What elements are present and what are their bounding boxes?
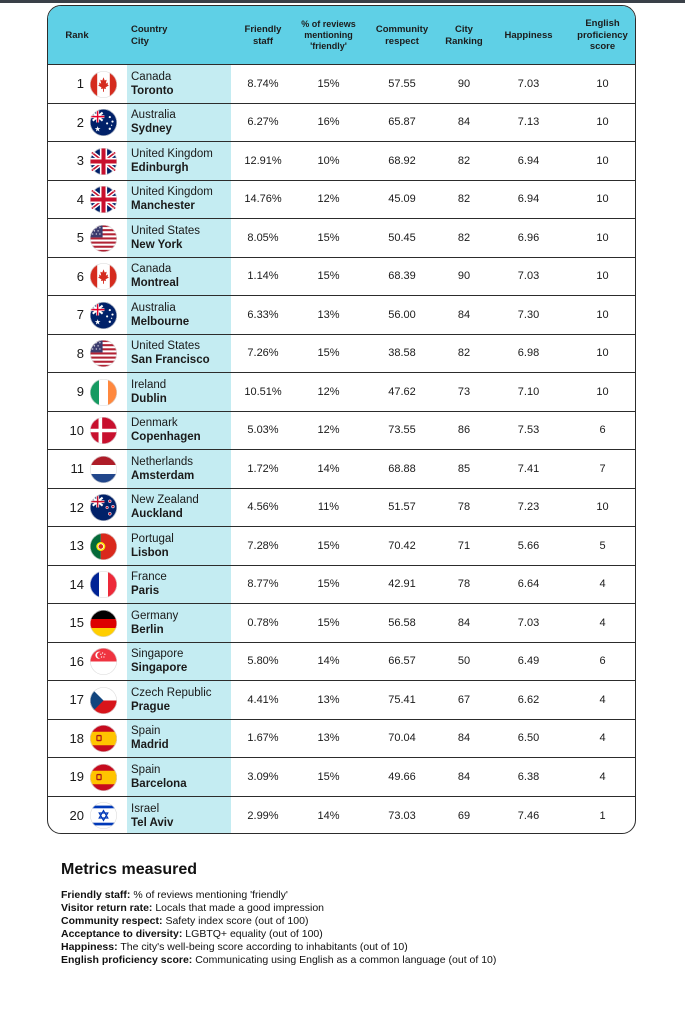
country-name: Spain [131,725,161,738]
country-name: Canada [131,70,172,83]
place-cell [131,335,210,373]
table-row [48,335,635,374]
city-ranking-cell: 84 [457,308,471,321]
metric-term: English proficiency score: [61,953,193,966]
community-cell: 47.62 [388,385,416,398]
city-ranking-cell: 78 [457,578,471,591]
header-english-line2: proficiency [577,29,628,41]
canada-flag-icon [90,263,117,290]
friendly-staff-cell: 8.05% [247,231,279,244]
israel-flag-icon [90,802,117,829]
city-ranking-cell: 82 [457,347,471,360]
happiness-cell: 7.03 [517,77,540,90]
place-cell [131,296,189,334]
reviews-cell: 14% [317,462,340,475]
happiness-cell: 7.03 [517,270,540,283]
rank-cell: 17 [69,692,84,708]
header-country: Country [131,23,168,35]
city-ranking-cell: 85 [457,462,471,475]
country-name: Australia [131,301,176,314]
community-cell: 65.87 [388,116,416,129]
table-row [48,219,635,258]
table-row [48,489,635,528]
rank-cell: 14 [69,576,84,592]
english-cell: 10 [596,193,609,206]
table-row [48,104,635,143]
table-row [48,566,635,605]
ireland-flag-icon [90,379,117,406]
happiness-cell: 6.62 [517,693,540,706]
happiness-cell: 7.10 [517,385,540,398]
city-name: Montreal [131,277,179,290]
city-name: Tel Aviv [131,816,174,829]
friendly-staff-cell: 7.28% [247,539,279,552]
city-name: Edinburgh [131,161,189,174]
table-body [48,65,635,834]
country-name: United States [131,340,201,353]
reviews-cell: 15% [317,539,340,552]
happiness-cell: 7.30 [517,308,540,321]
table-row [48,604,635,643]
place-cell [131,219,200,257]
usa-flag-icon [90,340,117,367]
english-cell: 10 [596,231,609,244]
table-row [48,643,635,682]
rank-cell: 15 [69,615,84,631]
header-country-city [131,6,231,65]
spain-flag-icon [90,725,117,752]
english-cell: 10 [596,270,609,283]
metric-term: Visitor return rate: [61,901,153,914]
happiness-cell: 7.13 [517,116,540,129]
place-cell [131,681,212,719]
place-cell [131,373,167,411]
czech-flag-icon [90,687,117,714]
city-ranking-cell: 78 [457,501,471,514]
city-ranking-cell: 50 [457,655,471,668]
denmark-flag-icon [90,417,117,444]
reviews-cell: 12% [317,424,340,437]
portugal-flag-icon [90,533,117,560]
city-ranking-cell: 84 [457,732,471,745]
country-name: Portugal [131,532,174,545]
metrics-section [61,861,661,966]
country-name: France [131,571,167,584]
community-cell: 68.39 [388,270,416,283]
english-cell: 7 [599,462,606,475]
city-ranking-cell: 90 [457,77,471,90]
friendly-staff-cell: 12.91% [244,154,282,167]
reviews-cell: 13% [317,693,340,706]
friendly-staff-cell: 7.26% [247,347,279,360]
germany-flag-icon [90,610,117,637]
city-name: Paris [131,585,160,598]
metric-term: Community respect: [61,914,163,927]
city-ranking-cell: 67 [457,693,471,706]
city-name: New York [131,238,183,251]
table-row [48,65,635,104]
community-cell: 73.55 [388,424,416,437]
city-name: Manchester [131,200,195,213]
city-name: Berlin [131,623,164,636]
country-name: New Zealand [131,494,199,507]
rank-cell: 6 [76,268,84,284]
rank-cell: 12 [69,499,84,515]
rank-cell: 9 [76,384,84,400]
community-cell: 66.57 [388,655,416,668]
city-ranking-cell: 84 [457,770,471,783]
friendly-staff-cell: 6.27% [247,116,279,129]
happiness-cell: 6.94 [517,193,540,206]
rank-cell: 19 [69,769,84,785]
australia-flag-icon [90,109,117,136]
header-reviews-line1: % of reviews [301,19,356,30]
reviews-cell: 10% [317,154,340,167]
metric-description: Locals that made a good impression [152,901,325,914]
metric-term: Acceptance to diversity: [61,927,183,940]
table-row [48,527,635,566]
city-ranking-cell: 90 [457,270,471,283]
happiness-cell: 6.64 [517,578,540,591]
happiness-cell: 6.38 [517,770,540,783]
top-divider [0,0,685,3]
metric-description: % of reviews mentioning 'friendly' [130,889,288,901]
australia-flag-icon [90,302,117,329]
rank-cell: 16 [69,653,84,669]
table-row [48,373,635,412]
city-ranking-cell: 86 [457,424,471,437]
header-reviews-line2: mentioning [304,30,353,41]
city-name: Singapore [131,662,188,675]
friendly-staff-cell: 4.56% [247,501,279,514]
city-name: Copenhagen [131,431,201,444]
rank-cell: 13 [69,538,84,554]
city-ranking-cell: 84 [457,116,471,129]
english-cell: 10 [596,385,609,398]
english-cell: 6 [599,424,606,437]
friendly-staff-cell: 5.03% [247,424,279,437]
netherlands-flag-icon [90,456,117,483]
table-row [48,412,635,451]
city-name: Auckland [131,508,183,521]
friendly-staff-cell: 2.99% [247,809,279,822]
place-cell [131,65,174,103]
friendly-staff-cell: 10.51% [244,385,282,398]
friendly-staff-cell: 1.67% [247,732,279,745]
rank-cell: 10 [69,422,84,438]
metric-description: Safety index score (out of 100) [162,914,309,927]
english-cell: 4 [599,693,606,706]
header-rank: Rank [65,29,89,41]
city-ranking-cell: 82 [457,193,471,206]
english-cell: 4 [599,578,606,591]
table-row [48,258,635,297]
reviews-cell: 11% [317,501,340,514]
metric-description: LGBTQ+ equality (out of 100) [182,927,323,940]
happiness-cell: 6.94 [517,154,540,167]
happiness-cell: 6.98 [517,347,540,360]
usa-flag-icon [90,225,117,252]
metric-definition [61,889,661,902]
reviews-cell: 13% [317,308,340,321]
metric-definition [61,941,661,954]
city-name: Madrid [131,739,169,752]
rank-cell: 18 [69,730,84,746]
community-cell: 68.92 [388,154,416,167]
metric-definition [61,928,661,941]
happiness-cell: 5.66 [517,539,540,552]
city-name: Amsterdam [131,469,195,482]
english-cell: 10 [596,77,609,90]
reviews-cell: 15% [317,578,340,591]
city-ranking-cell: 73 [457,385,471,398]
city-name: Barcelona [131,777,187,790]
community-cell: 70.04 [388,732,416,745]
city-name: Prague [131,700,170,713]
happiness-cell: 7.23 [517,501,540,514]
english-cell: 10 [596,501,609,514]
city-name: Melbourne [131,315,190,328]
community-cell: 70.42 [388,539,416,552]
country-name: United Kingdom [131,186,213,199]
friendly-staff-cell: 1.72% [247,462,279,475]
reviews-cell: 15% [317,770,340,783]
friendly-staff-cell: 1.14% [247,270,279,283]
table-row [48,758,635,797]
city-ranking-cell: 84 [457,616,471,629]
country-name: Australia [131,109,176,122]
friendly-staff-cell: 8.74% [247,77,279,90]
reviews-cell: 14% [317,809,340,822]
metric-description: Communicating using English as a common language (out of 10) [192,953,497,966]
place-cell [131,720,169,758]
city-name: Toronto [131,84,174,97]
happiness-cell: 7.41 [517,462,540,475]
happiness-cell: 6.96 [517,231,540,244]
header-community-line1: Community [375,23,429,35]
place-cell [131,643,187,681]
header-city-ranking [442,6,486,65]
table-row [48,720,635,759]
city-name: Sydney [131,123,172,136]
happiness-cell: 7.53 [517,424,540,437]
header-cityrank-line2: Ranking [445,35,483,47]
reviews-cell: 12% [317,193,340,206]
city-name: Dublin [131,392,167,405]
rank-cell: 5 [76,230,84,246]
community-cell: 56.58 [388,616,416,629]
community-cell: 75.41 [388,693,416,706]
community-cell: 50.45 [388,231,416,244]
reviews-cell: 15% [317,270,340,283]
rank-cell: 11 [70,461,84,477]
reviews-cell: 12% [317,385,340,398]
english-cell: 4 [599,732,606,745]
city-name: San Francisco [131,354,210,367]
english-cell: 10 [596,308,609,321]
city-ranking-cell: 82 [457,154,471,167]
table-header [48,6,635,65]
country-name: Netherlands [131,455,194,468]
reviews-cell: 15% [317,231,340,244]
friendly-staff-cell: 14.76% [244,193,282,206]
friendly-staff-cell: 3.09% [247,770,279,783]
country-name: Germany [131,609,179,622]
country-name: Canada [131,263,172,276]
header-community-line2: respect [385,35,419,47]
place-cell [131,142,213,180]
city-ranking-cell: 71 [457,539,471,552]
place-cell [131,566,167,604]
community-cell: 56.00 [388,308,416,321]
place-cell [131,527,174,565]
country-name: Denmark [131,417,178,430]
header-friendly-staff [231,6,295,65]
place-cell [131,104,176,142]
english-cell: 10 [596,347,609,360]
country-name: Czech Republic [131,686,212,699]
friendly-staff-cell: 0.78% [247,616,279,629]
reviews-cell: 15% [317,616,340,629]
reviews-cell: 15% [317,77,340,90]
header-reviews [295,6,362,65]
metric-description: The city's well-being score according to inhabitants (out of 10) [117,940,408,953]
rankings-table [47,5,636,834]
metric-definition [61,915,661,928]
reviews-cell: 16% [317,116,340,129]
happiness-cell: 7.46 [517,809,540,822]
metrics-title: Metrics measured [61,861,198,878]
header-friendly-line2: staff [252,35,274,47]
happiness-cell: 6.49 [517,655,540,668]
singapore-flag-icon [90,648,117,675]
reviews-cell: 13% [317,732,340,745]
friendly-staff-cell: 6.33% [247,308,279,321]
table-row [48,181,635,220]
country-name: United States [131,224,201,237]
table-row [48,681,635,720]
place-cell [131,258,179,296]
rank-cell: 4 [76,191,84,207]
metric-definition [61,902,661,915]
community-cell: 57.55 [388,77,416,90]
community-cell: 45.09 [388,193,416,206]
place-cell [131,412,201,450]
community-cell: 38.58 [388,347,416,360]
uk-flag-icon [90,148,117,175]
country-name: United Kingdom [131,147,213,160]
metric-definition [61,954,661,967]
english-cell: 6 [599,655,606,668]
community-cell: 73.03 [388,809,416,822]
english-cell: 1 [599,809,606,822]
place-cell [131,758,187,796]
friendly-staff-cell: 5.80% [247,655,279,668]
canada-flag-icon [90,71,117,98]
metric-term: Friendly staff: [61,889,131,901]
country-name: Spain [131,763,161,776]
place-cell [131,489,199,527]
uk-flag-icon [90,186,117,213]
city-ranking-cell: 82 [457,231,471,244]
newzealand-flag-icon [90,494,117,521]
friendly-staff-cell: 8.77% [247,578,279,591]
header-city: City [131,35,149,47]
metrics-list [61,889,661,966]
happiness-cell: 6.50 [517,732,540,745]
header-reviews-line3: 'friendly' [310,40,347,51]
reviews-cell: 14% [317,655,340,668]
place-cell [131,450,194,488]
header-english [571,6,634,65]
rank-cell: 8 [76,345,84,361]
header-community [362,6,442,65]
place-cell [131,181,213,219]
table-row [48,142,635,181]
happiness-cell: 7.03 [517,616,540,629]
rank-cell: 20 [69,808,84,824]
reviews-cell: 15% [317,347,340,360]
community-cell: 49.66 [388,770,416,783]
english-cell: 4 [599,770,606,783]
place-cell [131,797,173,835]
header-happiness: Happiness [504,29,553,41]
country-name: Singapore [131,648,184,661]
rank-cell: 7 [76,307,84,323]
rank-cell: 1 [76,76,84,92]
english-cell: 10 [596,116,609,129]
english-cell: 4 [599,616,606,629]
table-row [48,296,635,335]
community-cell: 68.88 [388,462,416,475]
english-cell: 10 [596,154,609,167]
country-name: Ireland [131,378,167,391]
english-cell: 5 [599,539,606,552]
place-cell [131,604,178,642]
france-flag-icon [90,571,117,598]
header-cityrank-line1: City [455,23,473,35]
metric-term: Happiness: [61,940,118,953]
header-english-line3: score [589,41,616,53]
community-cell: 51.57 [388,501,416,514]
spain-flag-icon [90,764,117,791]
rank-cell: 2 [76,114,84,130]
rank-cell: 3 [76,153,84,169]
city-name: Lisbon [131,546,169,559]
friendly-staff-cell: 4.41% [247,693,279,706]
table-row [48,797,635,835]
header-english-line1: English [585,18,620,30]
city-ranking-cell: 69 [457,809,471,822]
table-row [48,450,635,489]
community-cell: 42.91 [388,578,416,591]
country-name: Israel [131,802,160,815]
header-friendly-line1: Friendly [244,23,282,35]
